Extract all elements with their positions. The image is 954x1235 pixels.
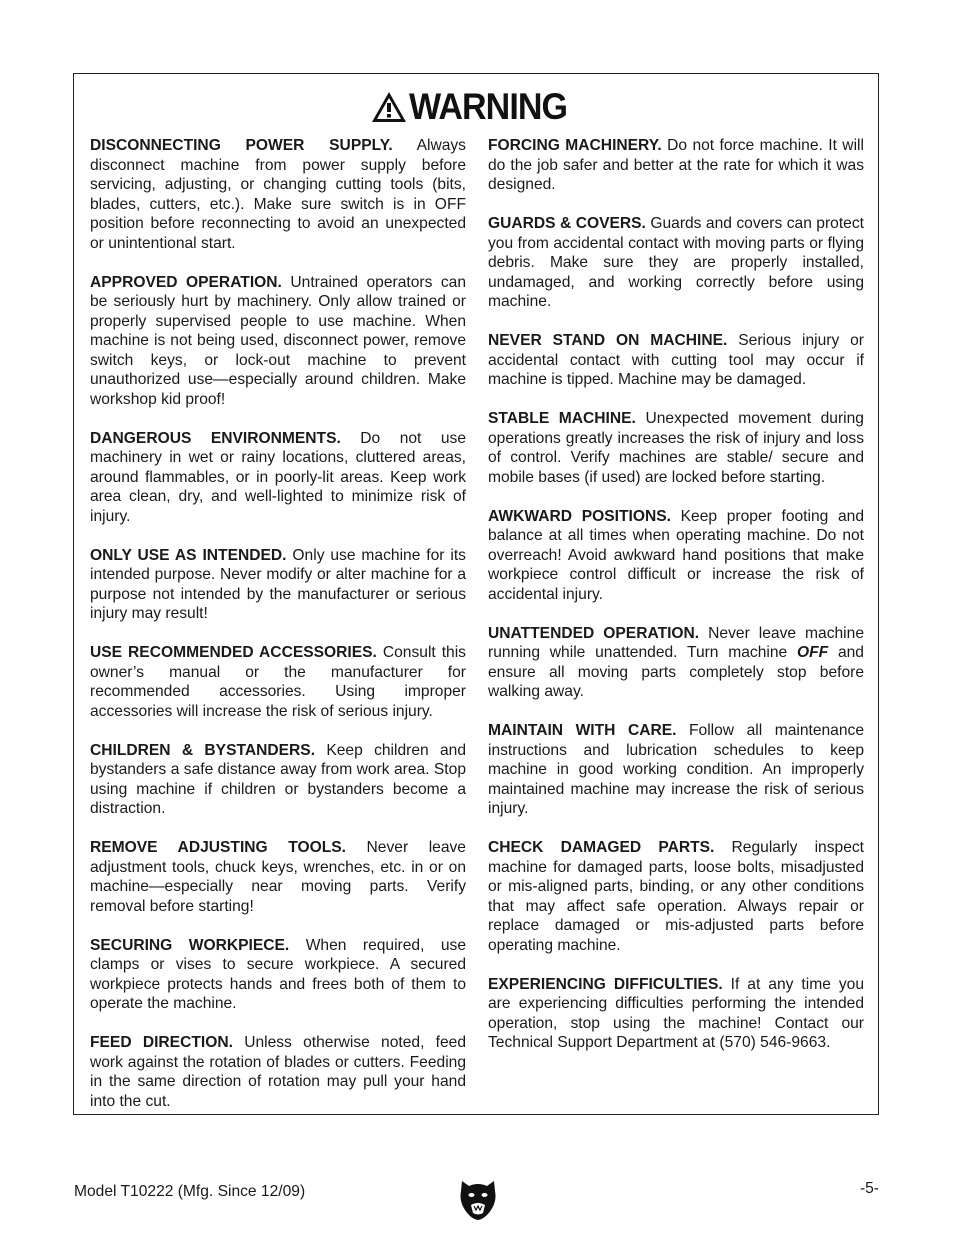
page-number: -5- — [859, 1180, 879, 1197]
safety-item: SECURING WORKPIECE. When required, use clamps or vises to secure workpiece. A secured workpiece protects hands and frees both of them to operate the machine. — [90, 936, 467, 1012]
safety-item: AWKWARD POSITIONS. Keep proper footing and balance at all times when operating machine. Do not overreach! Avoid awkward hand positions that make workpiece control difficult or increase the risk of accidental injury. — [488, 507, 864, 603]
model-label: Model T10222 (Mfg. Since 12/09) — [74, 1183, 306, 1200]
warning-heading — [74, 88, 878, 126]
warning-triangle-icon — [371, 91, 407, 123]
warning-box — [73, 73, 879, 1115]
safety-item: DISCONNECTING POWER SUPPLY. Always disconnect machine from power supply before servicing, adjusting, or changing cutting tools (bits, blades, cutters, etc.). Make sure switch is in OFF position before reconnecting to avoid an unexpected or unintentional start. — [90, 137, 466, 252]
safety-item: UNATTENDED OPERATION. Never leave machine running while unattended. Turn machine OFF and ensure all moving parts completely stop before walking away. — [488, 624, 864, 700]
safety-item: CHECK DAMAGED PARTS. Regularly inspect machine for damaged parts, loose bolts, misadjusted or mis-aligned parts, binding, or any other conditions that may affect safe operation. Always repair or replace damaged or mis-adjusted parts before operating machine. — [488, 839, 864, 954]
safety-item: EXPERIENCING DIFFICULTIES. If at any time you are experiencing difficulties performing the intended operation, stop using the machine! Contact our Technical Support Department at (570) 546-9663. — [488, 975, 864, 1051]
bear-head-logo-icon — [458, 1177, 498, 1221]
safety-item: APPROVED OPERATION. Untrained operators can be seriously hurt by machinery. Only allow trained or properly supervised people to use machine. When machine is not being used, disconnect power, remove switch keys, or lock-out machine to prevent unauthorized use—especially around children. Make workshop kid proof! — [90, 273, 466, 408]
safety-item: CHILDREN & BYSTANDERS. Keep children and bystanders a safe distance away from work area. Stop using machine if children or bystanders become a distraction. — [90, 741, 467, 817]
safety-item: REMOVE ADJUSTING TOOLS. Never leave adjustment tools, chuck keys, wrenches, etc. in or on machine—especially near moving parts. Verify removal before starting! — [90, 839, 466, 915]
safety-item: FEED DIRECTION. Unless otherwise noted, feed work against the rotation of blades or cutters. Feeding in the same direction of rotation may pull your hand into the cut. — [90, 1034, 467, 1110]
safety-item: GUARDS & COVERS. Guards and covers can protect you from accidental contact with moving parts or flying debris. Make sure they are properly installed, undamaged, and working correctly before using machine. — [488, 215, 864, 310]
safety-item: NEVER STAND ON MACHINE. Serious injury or accidental contact with cutting tool may occur if machine is tipped. Machine may be damaged. — [488, 332, 864, 388]
right-column — [488, 136, 864, 1072]
safety-item: MAINTAIN WITH CARE. Follow all maintenance instructions and lubrication schedules to keep machine in good working condition. An improperly maintained machine may increase the risk of serious injury. — [488, 722, 864, 817]
safety-item: ONLY USE AS INTENDED. Only use machine for its intended purpose. Never modify or alter machine for a purpose not intended by the manufacturer or serious injury may result! — [90, 546, 466, 622]
safety-item: STABLE MACHINE. Unexpected movement during operations greatly increases the risk of injury and loss of control. Verify machines are stable/ secure and mobile bases (if used) are locked before starting. — [488, 410, 864, 486]
warning-title: WARNING — [409, 86, 568, 127]
safety-item: FORCING MACHINERY. Do not force machine. It will do the job safer and better at the rate for which it was designed. — [488, 137, 864, 193]
safety-item: USE RECOMMENDED ACCESSORIES. Consult this owner’s manual or the manufacturer for recommended accessories. Using improper accessories will increase the risk of serious injury. — [90, 644, 466, 720]
left-column — [90, 136, 466, 1131]
safety-item: DANGEROUS ENVIRONMENTS. Do not use machinery in wet or rainy locations, cluttered areas, around flammables, or in poorly-lit areas. Keep work area clean, dry, and well-lighted to minimize risk of injury. — [90, 429, 466, 525]
